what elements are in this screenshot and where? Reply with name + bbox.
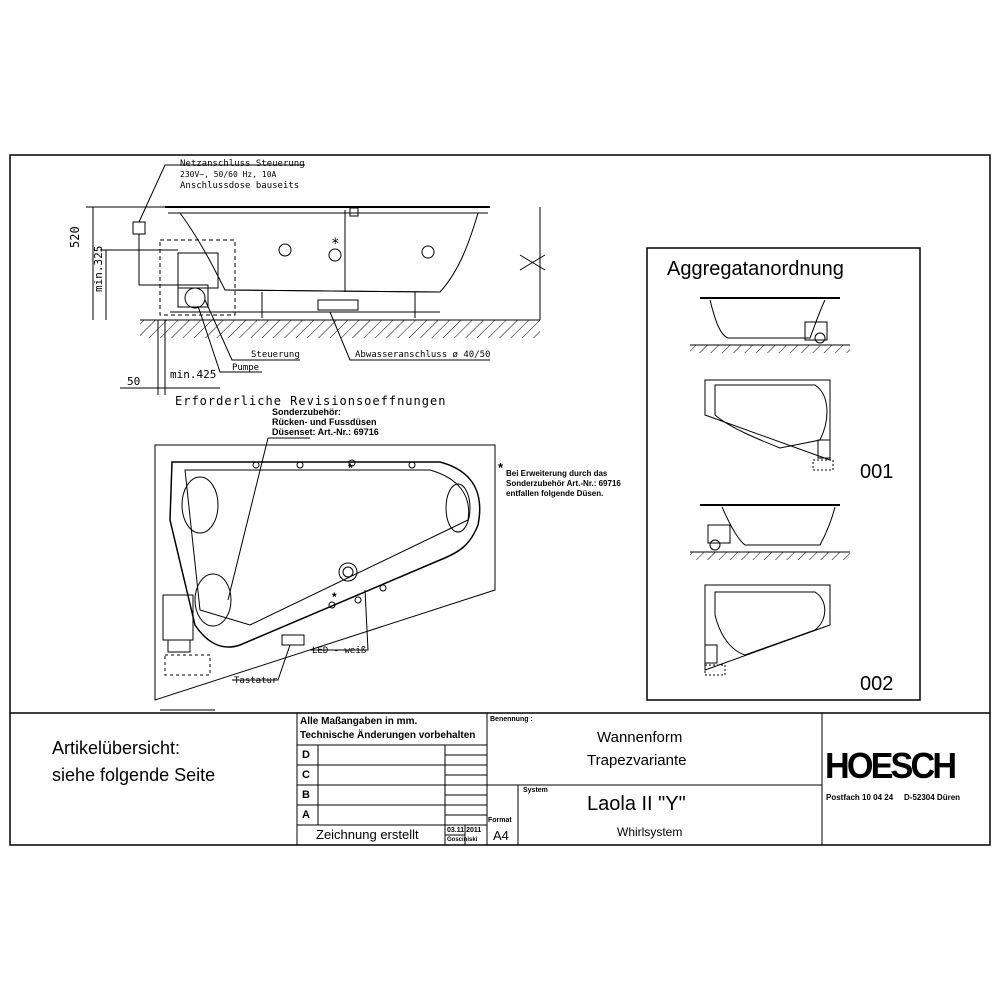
benennung-label: Benennung : — [490, 716, 533, 723]
abwasser-label: Abwasseranschluss ø 40/50 — [355, 350, 491, 360]
system-name: Whirlsystem — [617, 825, 683, 839]
artikel-line-2: siehe folgende Seite — [52, 765, 216, 785]
product-name: Laola II "Y" — [587, 793, 686, 815]
option-001: 001 — [860, 461, 894, 483]
accessory-line-1: Sonderzubehör: — [272, 407, 341, 417]
power-box-label: Anschlussdose bauseits — [180, 181, 300, 191]
rev-c: C — [302, 769, 310, 781]
drawn-label: Zeichnung erstellt — [316, 827, 419, 842]
address-line-1: Postfach 10 04 24 — [826, 793, 894, 802]
option-002: 002 — [860, 673, 894, 695]
revision-label: Erforderliche Revisionsoeffnungen — [175, 394, 447, 408]
plan-star-2: * — [332, 590, 337, 604]
rev-b: B — [302, 789, 310, 801]
brand-logo: HOESCH — [825, 745, 955, 786]
format-label: Format — [488, 817, 512, 824]
dim-50: 50 — [127, 375, 141, 388]
plan-view — [155, 438, 495, 700]
note-dimensions: Alle Maßangaben in mm. — [300, 716, 418, 727]
dim-min425: min.425 — [170, 368, 217, 381]
accessory-line-2: Rücken- und Fussdüsen — [272, 417, 377, 427]
format-value: A4 — [493, 828, 509, 843]
name-line-2: Trapezvariante — [587, 752, 687, 769]
pumpe-label: Pumpe — [232, 363, 260, 373]
dim-520: 520 — [68, 226, 82, 248]
led-label: LED - weiß — [312, 646, 367, 656]
aggregat-title: Aggregatanordnung — [667, 258, 844, 280]
side-elevation — [86, 165, 545, 395]
power-spec: 230V~, 50/60 Hz, 10A — [180, 170, 277, 179]
plan-star-1: * — [348, 461, 353, 475]
accessory-line-3: Düsenset: Art.-Nr.: 69716 — [272, 427, 379, 437]
note-changes: Technische Änderungen vorbehalten — [300, 730, 476, 741]
artikel-line-1: Artikelübersicht: — [52, 738, 181, 758]
address-line-2: D-52304 Düren — [904, 793, 961, 802]
drawn-author: Gosciniski — [447, 837, 478, 843]
power-label: Netzanschluss Steuerung — [180, 159, 305, 169]
footnote-line-1: Bei Erweiterung durch das — [506, 469, 608, 478]
footnote-line-3: entfallen folgende Düsen. — [506, 489, 604, 498]
system-label: System — [523, 787, 548, 794]
rev-a: A — [302, 809, 310, 821]
footnote-line-2: Sonderzubehör Art.-Nr.: 69716 — [506, 479, 621, 488]
footnote-star: * — [498, 460, 504, 475]
dim-min325: min.325 — [92, 245, 105, 292]
star-marker: * — [331, 236, 340, 252]
drawn-date: 03.11.2011 — [447, 827, 482, 834]
name-line-1: Wannenform — [597, 729, 683, 746]
rev-d: D — [302, 749, 310, 761]
tastatur-label: Tastatur — [234, 676, 278, 686]
steuerung-label: Steuerung — [251, 350, 300, 360]
